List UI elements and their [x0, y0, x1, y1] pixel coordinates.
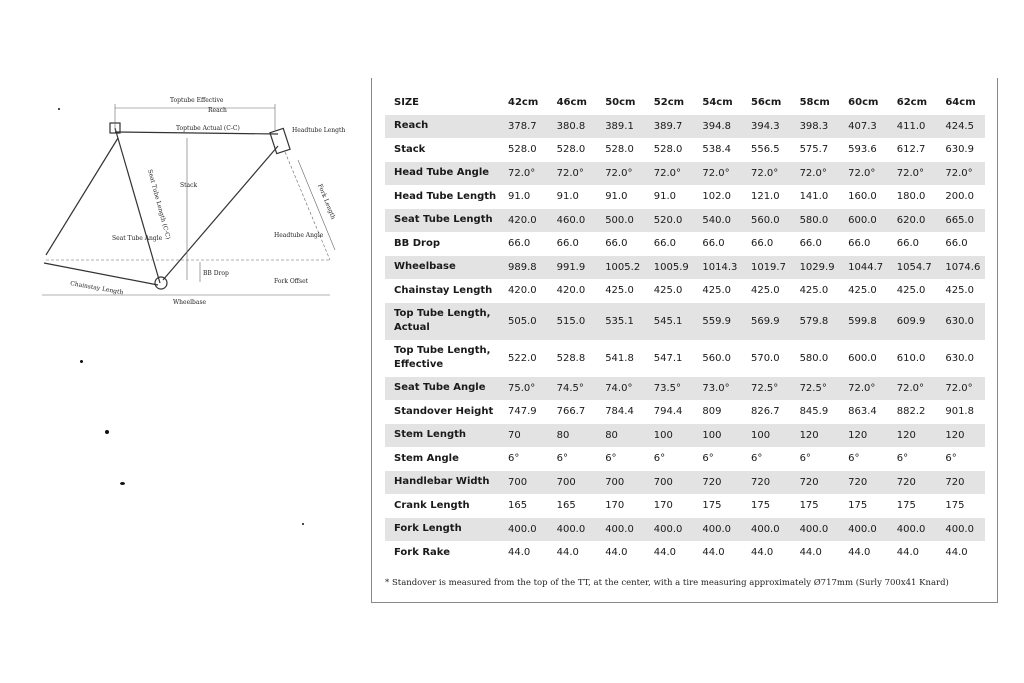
- head-tube-shape: [270, 128, 290, 153]
- table-cell: 559.9: [693, 303, 742, 340]
- table-cell: 91.0: [556, 191, 579, 203]
- table-cell: 425.0: [945, 285, 974, 297]
- label-fork-offset: Fork Offset: [274, 278, 309, 285]
- table-cell: 545.1: [645, 303, 694, 340]
- label-headtube-length: Headtube Length: [292, 127, 346, 134]
- table-cell: 180.0: [896, 191, 926, 203]
- table-cell: 44.0: [848, 547, 871, 559]
- table-cell: 794.4: [653, 406, 683, 418]
- table-cell: 540.0: [693, 209, 742, 233]
- seat-stay-line: [46, 138, 118, 255]
- label-stack: Stack: [180, 182, 198, 189]
- table-row: [385, 185, 985, 209]
- table-cell: 425.0: [799, 285, 829, 297]
- row-label: Top Tube Length, Actual: [385, 303, 499, 340]
- table-row: [385, 162, 985, 186]
- table-cell: 72.0°: [839, 162, 888, 186]
- row-label: Stem Length: [385, 424, 499, 448]
- table-cell: 522.0: [508, 352, 537, 364]
- table-row: [385, 541, 985, 565]
- table-row: [385, 303, 985, 340]
- table-cell: 100: [645, 424, 694, 448]
- table-cell: 400.0: [596, 518, 645, 542]
- table-cell: 398.3: [791, 115, 840, 139]
- table-cell: 420.0: [556, 285, 586, 297]
- table-cell: 569.9: [742, 303, 791, 340]
- table-cell: 720: [693, 471, 742, 495]
- table-cell: 121.0: [750, 191, 780, 203]
- table-cell: 72.0°: [839, 377, 888, 401]
- table-cell: 66.0: [653, 238, 677, 250]
- table-cell: 74.0°: [596, 377, 645, 401]
- table-row: [385, 424, 985, 448]
- table-cell: 528.0: [605, 144, 634, 156]
- table-cell: 44.0: [653, 547, 677, 559]
- label-toptube-actual: Toptube Actual (C-C): [176, 125, 240, 132]
- size-header-cell: 52cm: [653, 97, 685, 109]
- table-cell: 845.9: [799, 406, 829, 418]
- table-cell: 541.8: [605, 352, 634, 364]
- table-cell: 74.5°: [548, 377, 597, 401]
- table-cell: 1054.7: [888, 256, 937, 280]
- table-cell: 175: [750, 500, 771, 512]
- row-label: Reach: [385, 115, 499, 139]
- table-cell: 411.0: [888, 115, 937, 139]
- table-cell: 700: [645, 471, 694, 495]
- row-label: Stem Angle: [394, 452, 459, 464]
- table-cell: 72.0°: [499, 162, 548, 186]
- label-reach: Reach: [208, 107, 227, 114]
- speck-dot: [302, 523, 304, 525]
- label-toptube-effective: Toptube Effective: [170, 97, 224, 104]
- steering-axis-line: [285, 152, 330, 260]
- table-cell: 6°: [605, 453, 617, 465]
- table-cell: 175: [848, 500, 868, 512]
- table-cell: 579.8: [791, 303, 840, 340]
- table-cell: 520.0: [645, 209, 694, 233]
- table-cell: 44.0: [945, 547, 968, 559]
- table-row: [385, 138, 985, 162]
- table-cell: 394.8: [693, 115, 742, 139]
- table-cell: 72.0°: [936, 162, 985, 186]
- table-cell: 170: [653, 500, 673, 512]
- size-header-cell: 56cm: [750, 97, 782, 109]
- table-cell: 6°: [848, 453, 860, 465]
- chainstay-line: [44, 263, 158, 285]
- table-cell: 100: [742, 424, 791, 448]
- table-cell: 570.0: [750, 352, 780, 364]
- row-label: Fork Length: [385, 518, 499, 542]
- table-cell: 91.0: [605, 191, 628, 203]
- table-cell: 72.0°: [791, 162, 840, 186]
- label-chainstay-length: Chainstay Length: [69, 280, 124, 297]
- table-cell: 72.5°: [742, 377, 791, 401]
- label-headtube-angle: Headtube Angle: [274, 232, 324, 239]
- table-row: [385, 494, 985, 518]
- speck-dot: [105, 430, 109, 434]
- row-label: Head Tube Angle: [385, 162, 499, 186]
- table-cell: 556.5: [750, 144, 780, 156]
- label-bb-drop: BB Drop: [203, 270, 229, 277]
- table-row: [385, 377, 985, 401]
- table-cell: 500.0: [596, 209, 645, 233]
- row-label: Seat Tube Angle: [385, 377, 499, 401]
- table-cell: 515.0: [548, 303, 597, 340]
- table-cell: 80: [596, 424, 645, 448]
- table-cell: 120: [888, 424, 937, 448]
- row-label: Standover Height: [394, 405, 494, 417]
- table-cell: 528.0: [556, 144, 586, 156]
- table-cell: 826.7: [750, 406, 780, 418]
- row-label: Chainstay Length: [394, 284, 493, 296]
- table-cell: 528.8: [556, 352, 586, 364]
- size-header-row: [385, 91, 985, 115]
- table-cell: 809: [702, 406, 722, 418]
- table-cell: 6°: [750, 453, 763, 465]
- table-cell: 394.3: [742, 115, 791, 139]
- table-cell: 535.1: [596, 303, 645, 340]
- table-cell: 6°: [702, 453, 714, 465]
- table-cell: 1074.6: [936, 256, 985, 280]
- table-cell: 91.0: [653, 191, 677, 203]
- table-cell: 580.0: [791, 209, 840, 233]
- row-label: Fork Rake: [394, 546, 450, 558]
- table-cell: 400.0: [742, 518, 791, 542]
- table-cell: 460.0: [548, 209, 597, 233]
- table-cell: 528.0: [508, 144, 537, 156]
- table-cell: 70: [499, 424, 548, 448]
- table-row: [385, 232, 985, 256]
- table-cell: 120: [791, 424, 840, 448]
- table-cell: 665.0: [936, 209, 985, 233]
- table-cell: 400.0: [693, 518, 742, 542]
- top-tube-line: [115, 132, 278, 134]
- table-cell: 420.0: [508, 285, 537, 297]
- table-cell: 599.8: [839, 303, 888, 340]
- table-cell: 44.0: [508, 547, 531, 559]
- table-cell: 425.0: [750, 285, 780, 297]
- table-cell: 720: [791, 471, 840, 495]
- table-cell: 425.0: [848, 285, 877, 297]
- label-fork-length: Fork Length: [316, 183, 337, 221]
- table-cell: 6°: [508, 453, 520, 465]
- table-cell: 380.8: [548, 115, 597, 139]
- table-cell: 593.6: [848, 144, 877, 156]
- table-cell: 165: [508, 500, 528, 512]
- table-cell: 66.0: [896, 238, 920, 250]
- table-cell: 425.0: [605, 285, 634, 297]
- table-cell: 700: [499, 471, 548, 495]
- table-cell: 630.0: [936, 303, 985, 340]
- table-cell: 901.8: [945, 406, 974, 418]
- table-cell: 630.9: [945, 144, 974, 156]
- table-cell: 44.0: [750, 547, 774, 559]
- row-label: Crank Length: [394, 499, 470, 511]
- table-cell: 400.0: [936, 518, 985, 542]
- table-cell: 102.0: [702, 191, 732, 203]
- size-header-cell: 62cm: [896, 97, 928, 109]
- table-cell: 72.0°: [888, 377, 937, 401]
- table-cell: 73.0°: [693, 377, 742, 401]
- size-header-cell: 60cm: [848, 97, 879, 109]
- table-cell: 66.0: [848, 238, 871, 250]
- frame-geometry-diagram: [30, 90, 350, 320]
- table-cell: 400.0: [791, 518, 840, 542]
- table-cell: 175: [896, 500, 916, 512]
- row-label: Wheelbase: [385, 256, 499, 280]
- table-row: [385, 447, 985, 471]
- table-row: [385, 518, 985, 542]
- table-cell: 882.2: [896, 406, 926, 418]
- table-cell: 425.0: [653, 285, 683, 297]
- table-cell: 505.0: [499, 303, 548, 340]
- table-cell: 400.0: [888, 518, 937, 542]
- table-cell: 44.0: [556, 547, 579, 559]
- table-cell: 600.0: [839, 209, 888, 233]
- table-cell: 175: [799, 500, 819, 512]
- table-cell: 407.3: [839, 115, 888, 139]
- table-cell: 120: [839, 424, 888, 448]
- table-cell: 66.0: [605, 238, 628, 250]
- table-cell: 120: [936, 424, 985, 448]
- table-cell: 175: [945, 500, 965, 512]
- table-cell: 425.0: [702, 285, 732, 297]
- table-cell: 72.0°: [693, 162, 742, 186]
- table-cell: 66.0: [556, 238, 579, 250]
- table-row: [385, 340, 985, 377]
- table-cell: 160.0: [848, 191, 877, 203]
- table-cell: 528.0: [653, 144, 683, 156]
- row-label: Head Tube Length: [394, 190, 497, 202]
- table-cell: 560.0: [742, 209, 791, 233]
- table-cell: 547.1: [653, 352, 683, 364]
- row-label: Seat Tube Length: [385, 209, 499, 233]
- table-cell: 66.0: [799, 238, 822, 250]
- table-cell: 630.0: [945, 352, 974, 364]
- table-row: [385, 256, 985, 280]
- size-header-label: SIZE: [394, 96, 420, 108]
- size-header-cell: 50cm: [605, 97, 636, 109]
- speck-dot: [80, 360, 83, 363]
- table-cell: 66.0: [945, 238, 968, 250]
- table-cell: 6°: [945, 453, 957, 465]
- table-cell: 72.0°: [548, 162, 597, 186]
- table-cell: 400.0: [548, 518, 597, 542]
- table-cell: 720: [742, 471, 791, 495]
- row-label: Handlebar Width: [385, 471, 499, 495]
- table-cell: 400.0: [499, 518, 548, 542]
- size-header-cell: 64cm: [945, 97, 976, 109]
- table-cell: 75.0°: [499, 377, 548, 401]
- table-cell: 610.0: [896, 352, 926, 364]
- table-cell: 620.0: [888, 209, 937, 233]
- table-cell: 424.5: [936, 115, 985, 139]
- table-cell: 1005.9: [645, 256, 694, 280]
- table-cell: 766.7: [556, 406, 586, 418]
- size-header-cell: 54cm: [702, 97, 733, 109]
- table-cell: 609.9: [888, 303, 937, 340]
- speck-dot: [58, 108, 60, 110]
- table-cell: 100: [693, 424, 742, 448]
- table-cell: 72.0°: [645, 162, 694, 186]
- table-cell: 165: [556, 500, 576, 512]
- table-cell: 72.0°: [596, 162, 645, 186]
- table-cell: 1029.9: [791, 256, 840, 280]
- table-cell: 200.0: [945, 191, 974, 203]
- table-cell: 1019.7: [742, 256, 791, 280]
- size-header-cell: 58cm: [799, 97, 830, 109]
- table-cell: 612.7: [896, 144, 926, 156]
- label-wheelbase: Wheelbase: [173, 299, 207, 306]
- table-cell: 72.0°: [742, 162, 791, 186]
- table-cell: 989.8: [499, 256, 548, 280]
- table-cell: 747.9: [508, 406, 537, 418]
- table-cell: 1005.2: [596, 256, 645, 280]
- table-cell: 575.7: [799, 144, 829, 156]
- down-tube-line: [163, 146, 278, 280]
- table-row: [385, 209, 985, 233]
- speck-dot: [120, 482, 125, 485]
- table-cell: 700: [596, 471, 645, 495]
- table-cell: 784.4: [605, 406, 634, 418]
- table-cell: 560.0: [702, 352, 732, 364]
- table-cell: 400.0: [645, 518, 694, 542]
- table-cell: 175: [702, 500, 722, 512]
- table-cell: 400.0: [839, 518, 888, 542]
- table-cell: 1014.3: [693, 256, 742, 280]
- table-cell: 600.0: [848, 352, 877, 364]
- table-cell: 991.9: [548, 256, 597, 280]
- row-label: Stack: [394, 143, 426, 155]
- table-row: [385, 279, 985, 303]
- table-cell: 580.0: [799, 352, 829, 364]
- table-cell: 6°: [556, 453, 568, 465]
- table-cell: 72.5°: [791, 377, 840, 401]
- table-cell: 538.4: [702, 144, 732, 156]
- table-cell: 389.7: [645, 115, 694, 139]
- table-cell: 863.4: [848, 406, 877, 418]
- table-cell: 700: [548, 471, 597, 495]
- table-cell: 72.0°: [888, 162, 937, 186]
- table-cell: 6°: [653, 453, 666, 465]
- table-cell: 44.0: [605, 547, 628, 559]
- geometry-table-body: [385, 91, 985, 565]
- table-row: [385, 115, 985, 139]
- table-cell: 66.0: [508, 238, 531, 250]
- table-cell: 80: [548, 424, 597, 448]
- table-cell: 6°: [896, 453, 909, 465]
- row-label: Top Tube Length, Effective: [394, 345, 491, 370]
- table-cell: 170: [605, 500, 625, 512]
- bottom-bracket-shape: [155, 277, 167, 289]
- geometry-table: [385, 91, 985, 565]
- standover-footnote: * Standover is measured from the top of the TT, at the center, with a tire measuring approximately Ø717mm (Surly 700x41 Knard): [385, 578, 949, 588]
- table-row: [385, 471, 985, 495]
- table-row: [385, 400, 985, 424]
- table-cell: 66.0: [702, 238, 725, 250]
- table-cell: 420.0: [499, 209, 548, 233]
- row-label: BB Drop: [394, 237, 440, 249]
- label-seat-tube-angle: Seat Tube Angle: [112, 235, 163, 242]
- table-cell: 141.0: [799, 191, 829, 203]
- table-cell: 73.5°: [645, 377, 694, 401]
- size-header-cell: 42cm: [508, 97, 539, 109]
- table-cell: 425.0: [896, 285, 926, 297]
- table-cell: 720: [888, 471, 937, 495]
- size-header-cell: 46cm: [556, 97, 587, 109]
- frame-diagram-svg: [30, 90, 350, 320]
- table-cell: 6°: [799, 453, 811, 465]
- table-cell: 91.0: [508, 191, 531, 203]
- table-cell: 1044.7: [839, 256, 888, 280]
- geometry-spec-panel: [371, 78, 998, 603]
- table-cell: 720: [839, 471, 888, 495]
- table-cell: 44.0: [702, 547, 725, 559]
- table-cell: 44.0: [896, 547, 920, 559]
- label-seat-tube-length: Seat Tube Length (C-C): [146, 168, 172, 241]
- table-cell: 720: [936, 471, 985, 495]
- table-cell: 72.0°: [936, 377, 985, 401]
- table-cell: 389.1: [596, 115, 645, 139]
- table-cell: 66.0: [750, 238, 774, 250]
- table-cell: 378.7: [499, 115, 548, 139]
- table-cell: 44.0: [799, 547, 822, 559]
